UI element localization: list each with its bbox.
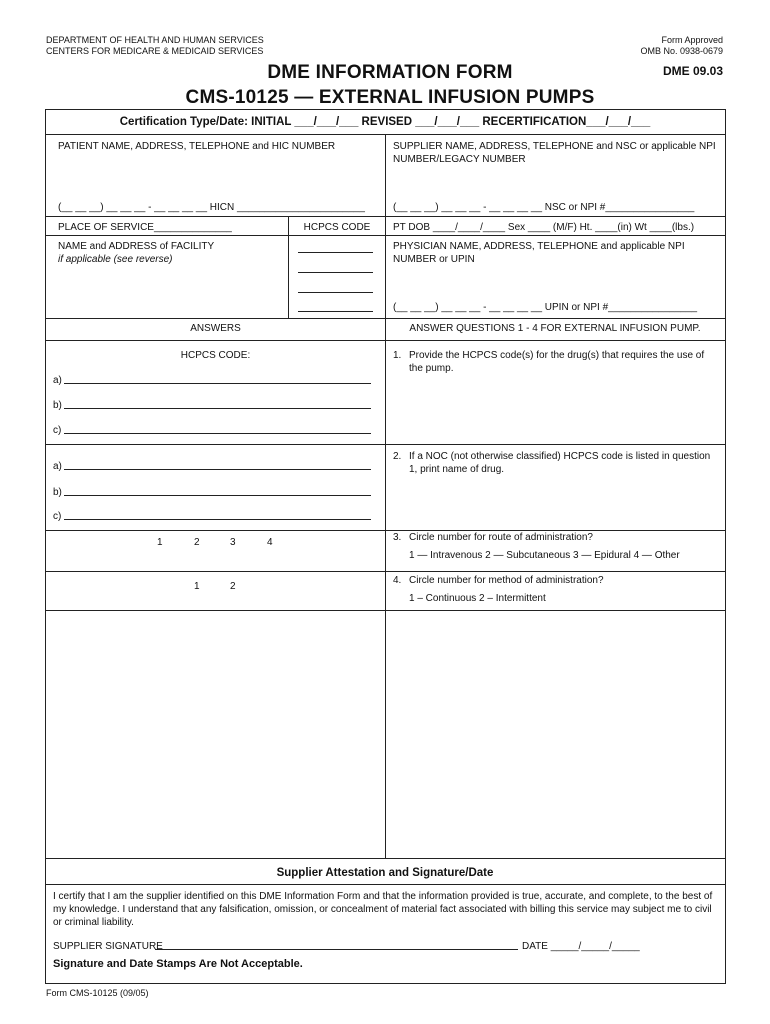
q1-answer-a-line[interactable]: [64, 383, 371, 384]
answer-label-b: b): [53, 487, 62, 498]
additional-questions-area: [386, 611, 724, 858]
physician-info-label: PHYSICIAN NAME, ADDRESS, TELEPHONE and applicable NPI NUMBER or UPIN: [393, 241, 685, 265]
answer-label-c: c): [53, 511, 62, 522]
place-of-service-field[interactable]: PLACE OF SERVICE______________: [58, 222, 232, 233]
hcpcs-code-line-3[interactable]: [298, 292, 373, 293]
hcpcs-code-line-4[interactable]: [298, 311, 373, 312]
attestation-title: Supplier Attestation and Signature/Date: [276, 867, 494, 879]
physician-phone-upin-field[interactable]: (__ __ __) __ __ __ - __ __ __ __ UPIN or NPI #________________: [393, 302, 698, 313]
facility-note: if applicable (see reverse): [58, 254, 173, 265]
divider: [45, 340, 725, 341]
patient-dob-sex-height-weight-field[interactable]: PT DOB ____/____/____ Sex ____ (M/F) Ht. ____(in) Wt ____(lbs.): [393, 222, 695, 233]
divider: [45, 884, 725, 885]
question-1-number: 1.: [393, 350, 402, 361]
department-line-2: CENTERS FOR MEDICARE & MEDICAID SERVICES: [46, 46, 264, 56]
q1-answer-b-line[interactable]: [64, 408, 371, 409]
column-divider: [385, 134, 386, 318]
signature-warning: Signature and Date Stamps Are Not Acceptable.: [53, 958, 303, 970]
question-4-text: Circle number for method of administration?: [409, 575, 604, 586]
hcpcs-code-line-2[interactable]: [298, 272, 373, 273]
form-title: DME INFORMATION FORM: [267, 62, 513, 83]
form-footer: Form CMS-10125 (09/05): [46, 988, 149, 998]
question-4-number: 4.: [393, 575, 402, 586]
question-2-text: If a NOC (not otherwise classified) HCPCS code is listed in question 1, print name of drug.: [409, 451, 711, 475]
divider: [45, 444, 725, 445]
answer-label-b: b): [53, 400, 62, 411]
form-approved-label: Form Approved: [661, 35, 723, 45]
route-choice-4[interactable]: 4: [267, 537, 273, 548]
route-choice-1[interactable]: 1: [157, 537, 163, 548]
hcpcs-code-answer-label: HCPCS CODE:: [180, 350, 251, 361]
facility-label: NAME and ADDRESS of FACILITY: [58, 241, 215, 252]
question-3-text: Circle number for route of administration?: [409, 532, 593, 543]
q2-answer-a-line[interactable]: [64, 469, 371, 470]
answer-label-a: a): [53, 461, 62, 472]
question-3-number: 3.: [393, 532, 402, 543]
certification-type-date[interactable]: Certification Type/Date: INITIAL ___/___/___ REVISED ___/___/___ RECERTIFICATION___/___/___: [119, 116, 651, 128]
questions-header: ANSWER QUESTIONS 1 - 4 FOR EXTERNAL INFUSION PUMP.: [409, 323, 701, 334]
question-1-text: Provide the HCPCS code(s) for the drug(s) that requires the use of the pump.: [409, 350, 705, 374]
attestation-body: I certify that I am the supplier identified on this DME Information Form and that the information provided is true, accurate, and complete, to the best of my knowledge. I understand that any falsification, omission, or concealment of material fact associated with billing this service may subject me to civil or criminal liability.: [53, 891, 713, 928]
divider: [45, 216, 725, 217]
patient-phone-hicn-field[interactable]: (__ __ __) __ __ __ - __ __ __ __ HICN _______________________: [58, 202, 365, 213]
answer-label-c: c): [53, 425, 62, 436]
route-choice-2[interactable]: 2: [194, 537, 200, 548]
supplier-signature-line[interactable]: [155, 949, 518, 950]
method-choice-2[interactable]: 2: [230, 581, 236, 592]
divider: [45, 571, 725, 572]
divider: [45, 858, 725, 859]
divider: [45, 235, 725, 236]
question-2-number: 2.: [393, 451, 402, 462]
patient-info-label: PATIENT NAME, ADDRESS, TELEPHONE and HIC NUMBER: [58, 141, 336, 152]
answer-label-a: a): [53, 375, 62, 386]
answers-header: ANSWERS: [190, 323, 241, 334]
department-line-1: DEPARTMENT OF HEALTH AND HUMAN SERVICES: [46, 35, 264, 45]
method-choice-1[interactable]: 1: [194, 581, 200, 592]
hcpcs-code-line-1[interactable]: [298, 252, 373, 253]
route-choice-3[interactable]: 3: [230, 537, 236, 548]
q2-answer-c-line[interactable]: [64, 519, 371, 520]
supplier-signature-label: SUPPLIER SIGNATURE: [53, 941, 163, 952]
question-4-options: 1 – Continuous 2 – Intermittent: [409, 593, 546, 604]
signature-date-field[interactable]: DATE _____/_____/_____: [522, 941, 640, 952]
supplier-phone-npi-field[interactable]: (__ __ __) __ __ __ - __ __ __ __ NSC or NPI #________________: [393, 202, 695, 213]
q2-answer-b-line[interactable]: [64, 495, 371, 496]
supplier-info-label: SUPPLIER NAME, ADDRESS, TELEPHONE and NSC or applicable NPI NUMBER/LEGACY NUMBER: [393, 141, 716, 165]
additional-answers-area[interactable]: [46, 611, 385, 858]
hcpcs-code-header: HCPCS CODE: [303, 222, 371, 233]
q1-answer-c-line[interactable]: [64, 433, 371, 434]
question-3-options: 1 — Intravenous 2 — Subcutaneous 3 — Epidural 4 — Other: [409, 550, 680, 561]
form-subtitle: CMS-10125 — EXTERNAL INFUSION PUMPS: [185, 87, 595, 108]
omb-number: OMB No. 0938-0679: [640, 46, 723, 56]
dme-number: DME 09.03: [662, 64, 723, 78]
